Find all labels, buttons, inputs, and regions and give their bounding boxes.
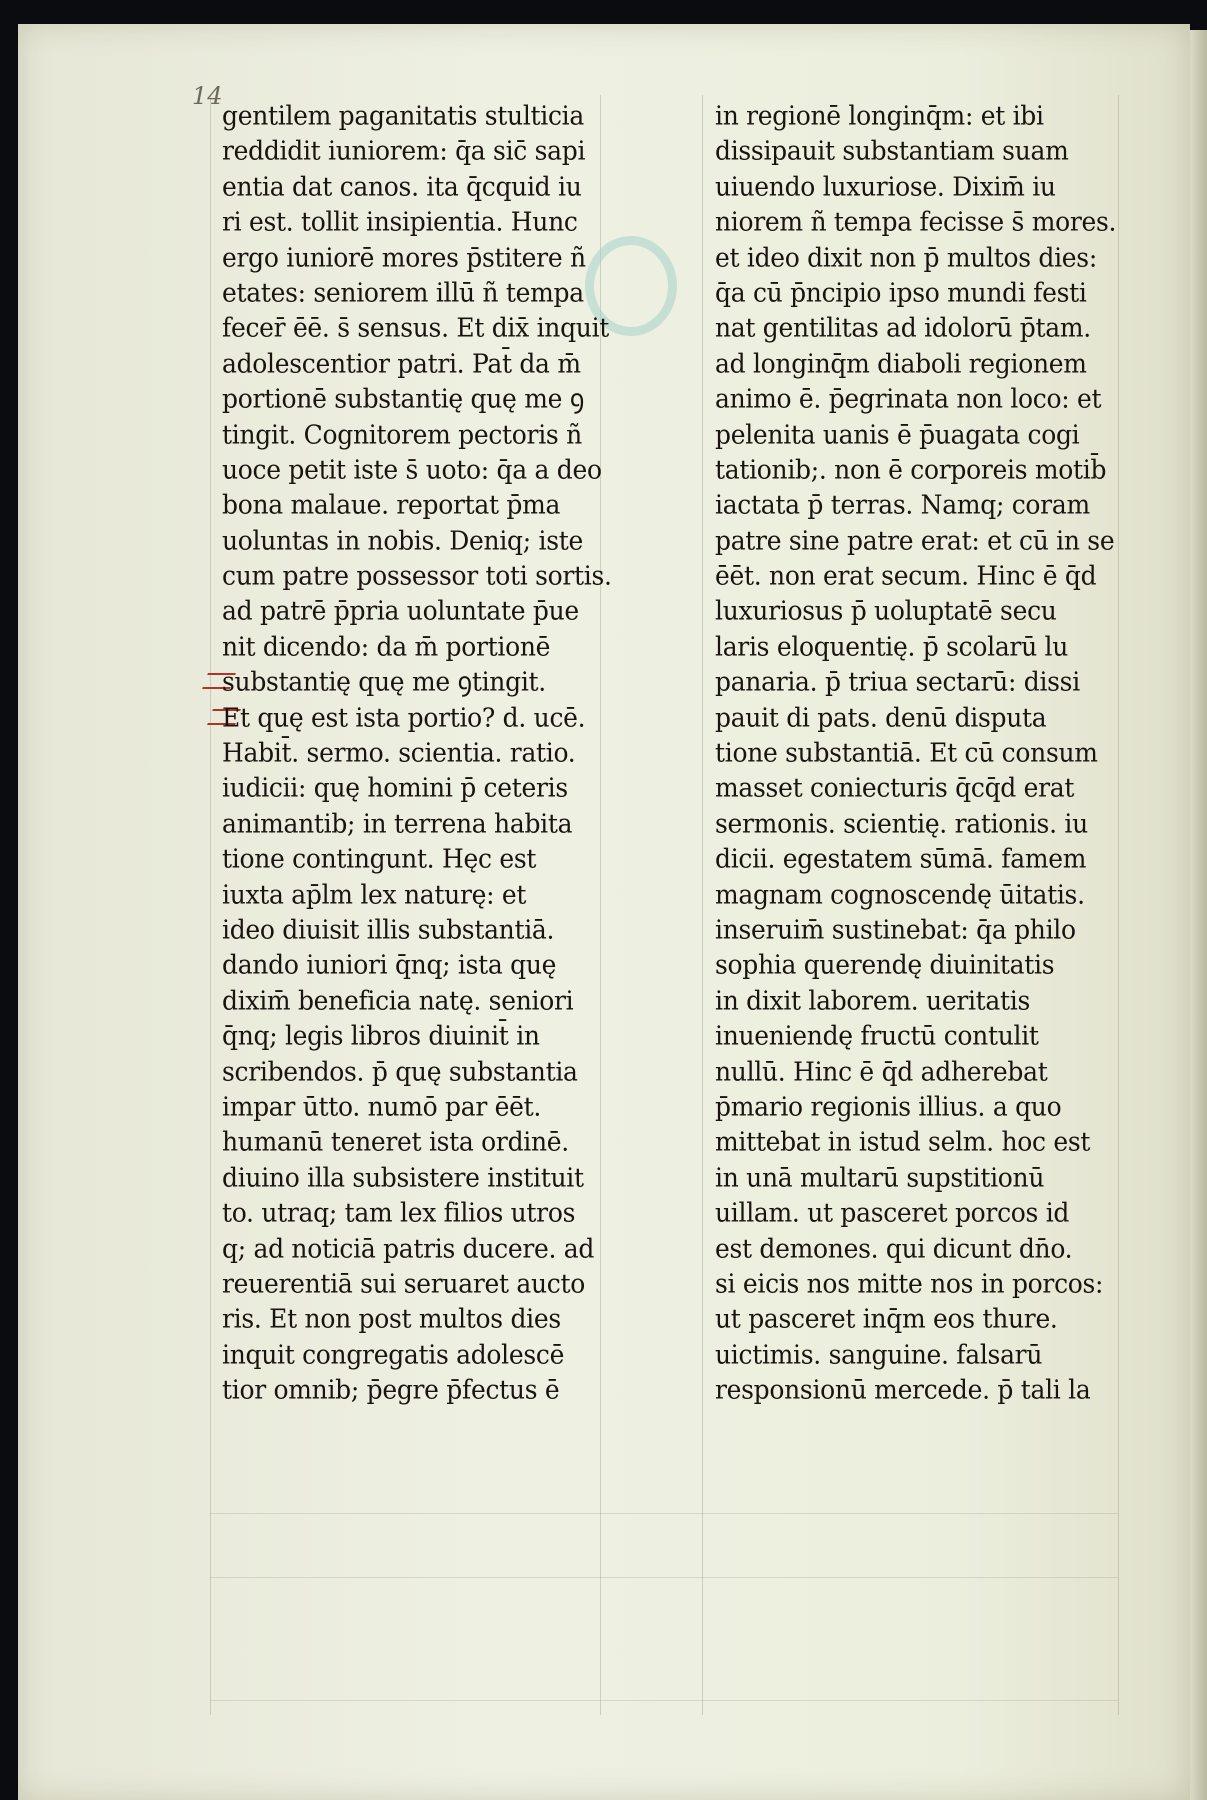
ruling-line <box>210 95 211 1715</box>
text-line: et ideo dixit non p̄ multos dies: <box>715 241 1097 273</box>
text-line: Habit̄. sermo. scientia. ratio. <box>222 737 576 768</box>
text-line: entia dat canos. ita q̄cquid iu <box>222 171 582 202</box>
text-line: gentilem paganitatis stulticia <box>222 100 584 131</box>
text-line: ēēt. non erat secum. Hinc ē q̄d <box>715 560 1097 591</box>
text-line: uoluntas in nobis. Deniq; iste <box>222 524 583 556</box>
text-line: Et quę est ista portio? d. ucē. <box>222 701 586 733</box>
text-line: in regionē longinq̄m: et ibi <box>715 100 1044 131</box>
text-line: pelenita uanis ē p̄uagata cogi <box>715 418 1080 450</box>
text-line: panaria. p̄ triua sectarū: dissi <box>715 666 1080 697</box>
ruling-line <box>702 95 703 1715</box>
text-line: laris eloquentię. p̄ scolarū lu <box>715 631 1069 662</box>
text-line: nit dicendo: da m̄ portionē <box>222 631 551 662</box>
text-line: tingit. Cognitorem pectoris ñ <box>222 418 582 450</box>
text-line: dixim̄ beneficia natę. seniori <box>222 985 574 1016</box>
text-line: reuerentiā sui seruaret aucto <box>222 1268 585 1299</box>
text-line: magnam cognoscendę ūitatis. <box>715 878 1085 910</box>
text-line: mittebat in istud selm. hoc est <box>715 1126 1091 1158</box>
text-line: ris. Et non post multos dies <box>222 1303 561 1334</box>
text-line: niorem ñ tempa fecisse s̄ mores. <box>715 206 1117 237</box>
text-line: to. utraq; tam lex filios utros <box>222 1197 576 1228</box>
text-line: tior omnib; p̄egre p̄fectus ē <box>222 1374 560 1405</box>
text-line: scribendos. p̄ quę substantia <box>222 1055 578 1087</box>
text-line: dicii. egestatem sūmā. famem <box>715 843 1087 874</box>
left-text-column <box>222 98 632 1407</box>
text-line: iudicii: quę homini p̄ ceteris <box>222 772 568 804</box>
text-line: p̄mario regionis illius. a quo <box>715 1091 1062 1122</box>
text-line: ri est. tollit insipientia. Hunc <box>222 206 578 237</box>
text-line: luxuriosus p̄ uoluptatē secu <box>715 595 1057 627</box>
text-line: sophia querendę diuinitatis <box>715 949 1055 981</box>
text-line: inseruim̄ sustinebat: q̄a philo <box>715 914 1076 945</box>
text-line: impar ūtto. numō par ēēt. <box>222 1091 542 1122</box>
text-line: inquit congregatis adolescē <box>222 1338 565 1370</box>
ruling-line <box>210 1513 1118 1514</box>
text-line: etates: seniorem illū ñ tempa <box>222 277 584 308</box>
text-line: uoce petit iste s̄ uoto: q̄a a deo <box>222 454 602 485</box>
text-line: adolescentior patri. Pat̄ da m̄ <box>222 347 581 379</box>
text-line: nullū. Hinc ē q̄d adherebat <box>715 1055 1048 1087</box>
text-line: tationib;. non ē corporeis motib̄ <box>715 454 1107 485</box>
text-line: q̄a cū p̄ncipio ipso mundi festi <box>715 277 1087 308</box>
text-line: ergo iuniorē mores p̄stitere ñ <box>222 241 586 273</box>
text-line: ut pasceret inq̄m eos thure. <box>715 1303 1058 1334</box>
text-line: in unā multarū supstitionū <box>715 1161 1045 1193</box>
text-line: pauit di pats. denū disputa <box>715 701 1047 733</box>
text-line: animo ē. p̄egrinata non loco: et <box>715 383 1102 414</box>
text-line: uiuendo luxuriose. Dixim̄ iu <box>715 171 1056 202</box>
text-line: ad longinq̄m diaboli regionem <box>715 347 1087 379</box>
text-line: tione contingunt. Hęc est <box>222 843 537 874</box>
text-line: nat gentilitas ad idolorū p̄tam. <box>715 312 1091 344</box>
text-line: si eicis nos mitte nos in porcos: <box>715 1268 1104 1299</box>
text-line: fecer̄ ēē. s̄ sensus. Et dix̄ inquit <box>222 312 610 344</box>
text-line: dando iuniori q̄nq; ista quę <box>222 949 557 981</box>
text-line: substantię quę me ꝯtingit. <box>222 666 546 697</box>
right-text-column <box>715 98 1145 1407</box>
text-line: est demones. qui dicunt dn̄o. <box>715 1232 1073 1264</box>
text-line: in dixit laborem. ueritatis <box>715 985 1030 1016</box>
text-line: sermonis. scientię. rationis. iu <box>715 808 1088 839</box>
text-line: uillam. ut pasceret porcos id <box>715 1197 1070 1228</box>
text-line: masset coniecturis q̄cq̄d erat <box>715 772 1075 804</box>
text-line: diuino illa subsistere instituit <box>222 1161 584 1193</box>
text-line: iactata p̄ terras. Namq; coram <box>715 489 1090 521</box>
text-line: inueniendę fructū contulit <box>715 1020 1039 1051</box>
text-line: tione substantiā. Et cū consum <box>715 737 1098 768</box>
text-line: responsionū mercede. p̄ tali la <box>715 1374 1091 1405</box>
text-line: portionē substantię quę me ꝯ <box>222 383 585 414</box>
text-line: ad patrē p̄pria uoluntate p̄ue <box>222 595 579 627</box>
folio-number: 14 <box>192 82 223 110</box>
text-line: q̄nq; legis libros diuinit̄ in <box>222 1020 540 1051</box>
text-line: dissipauit substantiam suam <box>715 135 1069 167</box>
text-line: patre sine patre erat: et cū in se <box>715 524 1115 556</box>
text-line: q; ad noticiā patris ducere. ad <box>222 1232 595 1264</box>
text-line: iuxta ap̄lm lex naturę: et <box>222 878 527 910</box>
text-line: uictimis. sanguine. falsarū <box>715 1338 1043 1370</box>
text-line: ideo diuisit illis substantiā. <box>222 914 555 945</box>
ruling-line <box>210 1700 1118 1701</box>
text-line: humanū teneret ista ordinē. <box>222 1126 569 1158</box>
text-line: cum patre possessor toti sortis. <box>222 560 612 591</box>
ruling-line <box>210 1577 1118 1578</box>
text-line: reddidit iuniorem: q̄a sic̄ sapi <box>222 135 586 167</box>
text-line: animantib; in terrena habita <box>222 808 573 839</box>
text-line: bona malaue. reportat p̄ma <box>222 489 561 521</box>
